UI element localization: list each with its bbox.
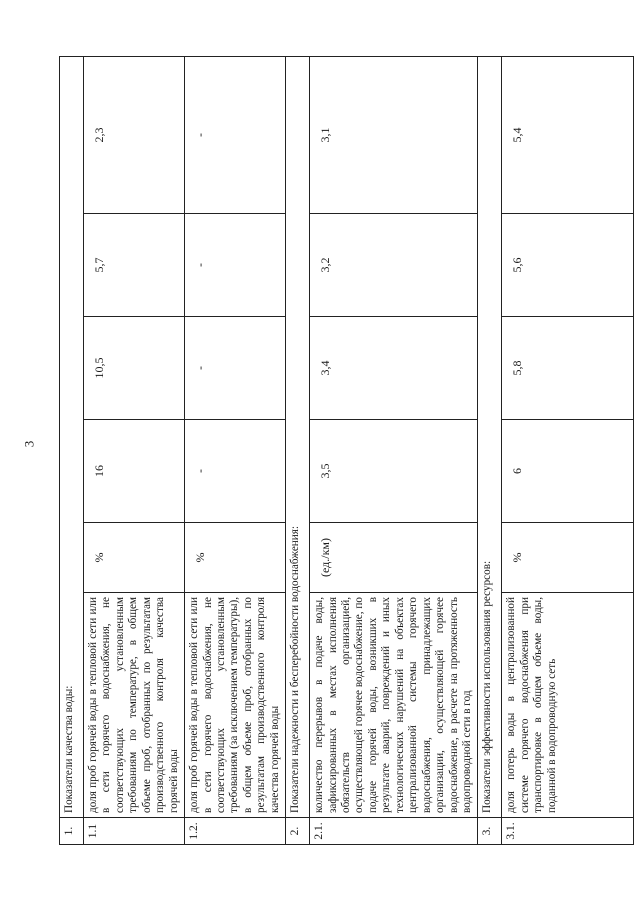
row-value: 3,5 (310, 420, 478, 523)
row-unit: (ед./км) (310, 523, 478, 593)
row-value: 5,4 (502, 56, 634, 213)
row-value: 2,3 (84, 56, 185, 213)
page-number: 3 (21, 440, 37, 448)
row-description: количество перерывов в подаче воды, зафиксированных в местах исполнения обязательств организацией, осуществляющей горячее водоснабжение, по подаче горячей воды, возникших в результате аварий, повреждений и иных технологических нарушений на объектах централизованной системы горячего водоснабжения, принадлежащих организации, осуществляющей горячее водоснабжение, в расчете на протяженность водопроводной сети в год (310, 593, 478, 818)
section-number: 3. (478, 818, 502, 845)
row-value: 6 (502, 420, 634, 523)
section-number: 1. (60, 818, 84, 845)
section-number: 2. (286, 818, 310, 845)
row-description: доля проб горячей воды в тепловой сети или в сети горячего водоснабжения, не соответствующих установленным требованиям по температуре, в общем объеме проб, отобранных по результатам производственного контроля качества горячей воды (84, 593, 185, 818)
row-value: - (185, 214, 286, 317)
indicators-table (59, 56, 634, 845)
row-value: 5,6 (502, 214, 634, 317)
row-value: 3,1 (310, 56, 478, 213)
table-rotated-wrapper (59, 57, 601, 845)
row-value: - (185, 420, 286, 523)
row-number: 2.1. (310, 818, 478, 845)
section-title: Показатели эффективности использования ресурсов: (478, 56, 502, 817)
row-value: 5,7 (84, 214, 185, 317)
row-number: 1.2. (185, 818, 286, 845)
row-number: 3.1. (502, 818, 634, 845)
row-unit: % (185, 523, 286, 593)
section-title: Показатели качества воды: (60, 56, 84, 817)
row-description: доля потерь воды в централизованной системе горячего водоснабжения при транспортировке в общем объеме воды, поданной в водопроводную сеть (502, 593, 634, 818)
row-value: 5,8 (502, 317, 634, 420)
row-value: 16 (84, 420, 185, 523)
row-number: 1.1 (84, 818, 185, 845)
row-value: 10,5 (84, 317, 185, 420)
row-unit: % (84, 523, 185, 593)
row-value: - (185, 317, 286, 420)
section-row (60, 56, 84, 844)
section-row (286, 56, 310, 844)
section-title: Показатели надежности и бесперебойности водоснабжения: (286, 56, 310, 817)
row-description: доля проб горячей воды в тепловой сети или в сети горячего водоснабжения, не соответствующих установленным требованиям (за исключением температуры), в общем объеме проб, отобранных по результатам производственного контроля качества горячей воды (185, 593, 286, 818)
row-unit: % (502, 523, 634, 593)
row-value: 3,2 (310, 214, 478, 317)
table-row (185, 56, 286, 844)
table-row (84, 56, 185, 844)
row-value: - (185, 56, 286, 213)
row-value: 3,4 (310, 317, 478, 420)
table-row (502, 56, 634, 844)
table-row (310, 56, 478, 844)
section-row (478, 56, 502, 844)
